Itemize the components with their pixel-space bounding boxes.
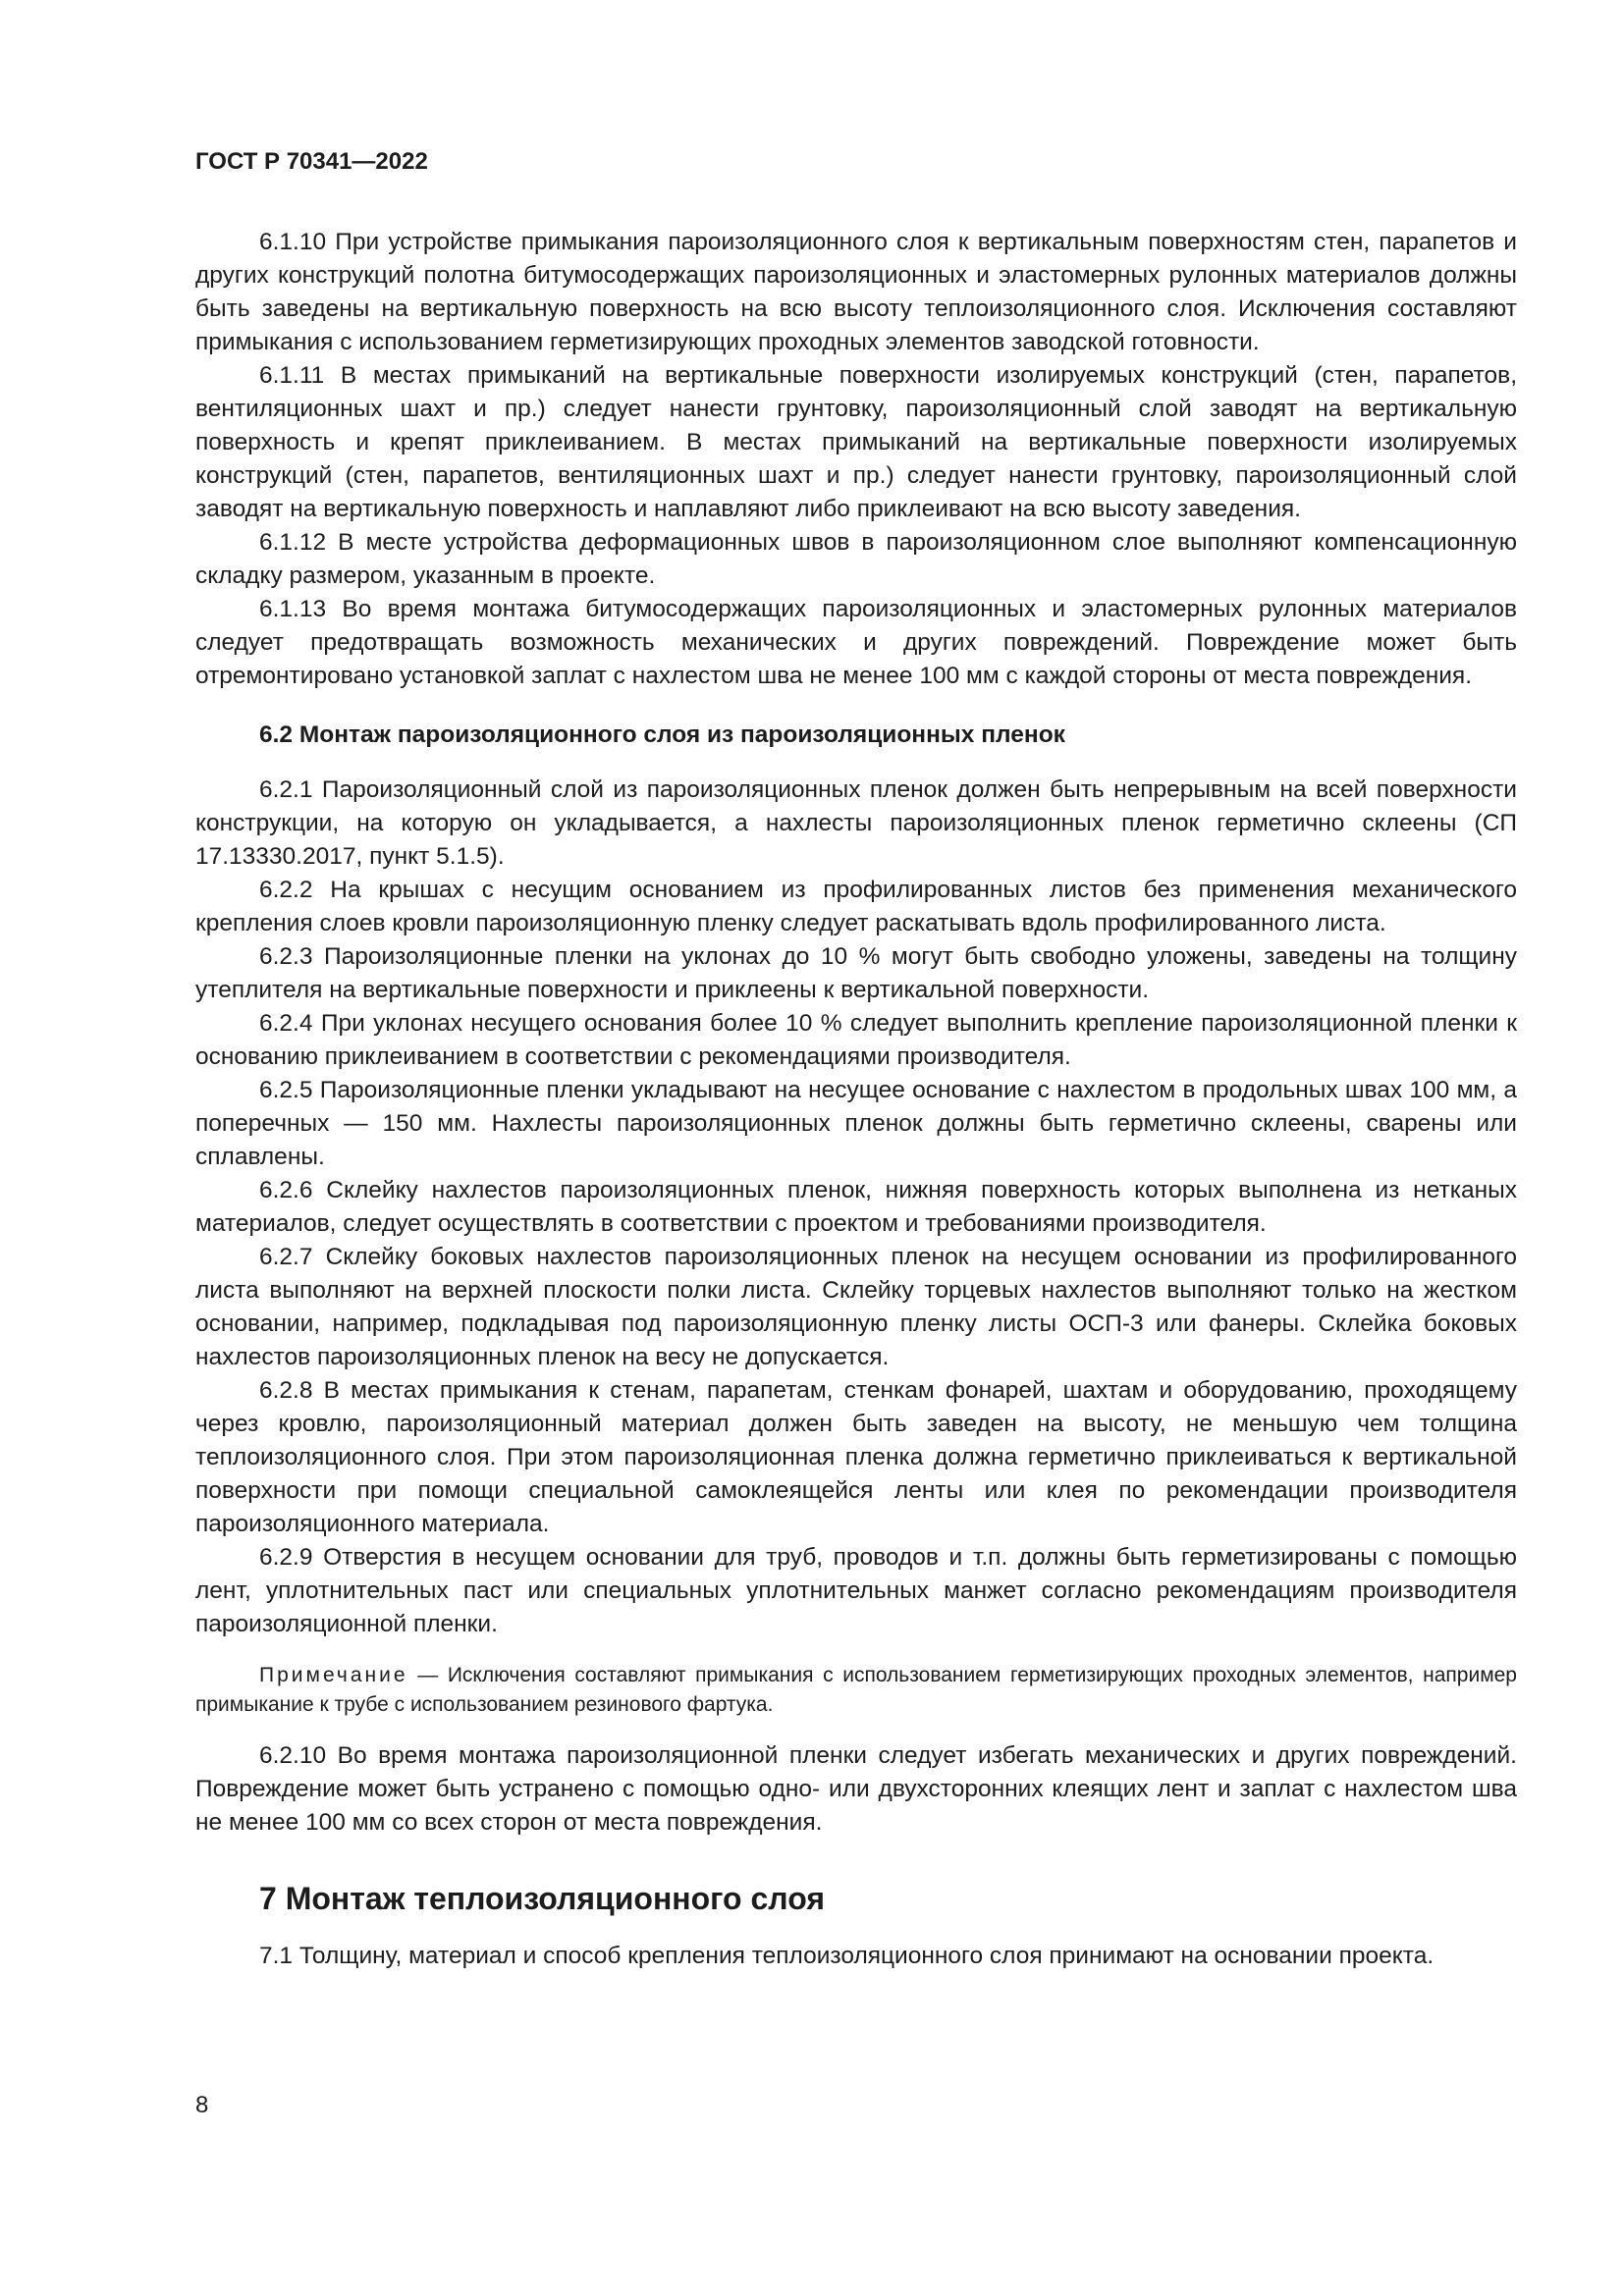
paragraph-6-2-10: 6.2.10 Во время монтажа пароизоляционной пленки следует избегать механических и других повреждений. Повреждение может быть устранено с помощью одно- или двухсторонних клеящих лент и заплат с нахлестом шва не менее 100 мм со всех сторон от места повреждения. <box>195 1742 1517 1836</box>
paragraph-6-2-5: 6.2.5 Пароизоляционные пленки укладывают на несущее основание с нахлестом в продольных швах 100 мм, а поперечных — 150 мм. Нахлесты пароизоляционных пленок должны быть герметично склеены, сварены или сплавлены. <box>195 1077 1517 1170</box>
paragraph-6-2-1: 6.2.1 Пароизоляционный слой из пароизоляционных пленок должен быть непрерывным на всей поверхности конструкции, на которую он укладывается, а нахлесты пароизоляционных пленок герметично склеены (СП 17.13330.2017, пункт 5.1.5). <box>195 776 1517 870</box>
paragraph-6-2-7: 6.2.7 Склейку боковых нахлестов пароизоляционных пленок на несущем основании из профилированного листа выполняют на верхней плоскости полки листа. Склейку торцевых нахлестов выполняют только на жестком основании, например, подкладывая под пароизоляционную пленку листы ОСП-3 или фанеры. Склейка боковых нахлестов пароизоляционных пленок на весу не допускается. <box>195 1244 1517 1370</box>
subsection-title-6-2: 6.2 Монтаж пароизоляционного слоя из пароизоляционных пленок <box>259 721 1065 748</box>
paragraph-6-2-6: 6.2.6 Склейку нахлестов пароизоляционных пленок, нижняя поверхность которых выполнена из нетканых материалов, следует осуществлять в соответствии с проектом и требованиями производителя. <box>195 1177 1517 1237</box>
section-title-7: 7 Монтаж теплоизоляционного слоя <box>259 1881 825 1916</box>
paragraph-6-2-9: 6.2.9 Отверстия в несущем основании для труб, проводов и т.п. должны быть герметизированы с помощью лент, уплотнительных паст или специальных уплотнительных манжет согласно рекомендациям производителя пароизоляционной пленки. <box>195 1544 1517 1637</box>
paragraph-6-1-11: 6.1.11 В местах примыканий на вертикальные поверхности изолируемых конструкций (стен, парапетов, вентиляционных шахт и пр.) следует нанести грунтовку, пароизоляционный слой заводят на вертикальную поверхность и крепят приклеиванием. В местах примыканий на вертикальные поверхности изолируемых конструкций (стен, парапетов, вентиляционных шахт и пр.) следует нанести грунтовку, пароизоляционный слой заводят на вертикальную поверхность и наплавляют либо приклеивают на всю высоту заведения. <box>195 362 1517 522</box>
note-label: Примечание <box>259 1664 408 1686</box>
note <box>195 1661 1517 1720</box>
paragraph-6-2-4: 6.2.4 При уклонах несущего основания более 10 % следует выполнить крепление пароизоляционной пленки к основанию приклеиванием в соответствии с рекомендациями производителя. <box>195 1010 1517 1070</box>
document-header: ГОСТ Р 70341—2022 <box>195 148 428 175</box>
note-text: — Исключения составляют примыкания с использованием герметизирующих проходных элементов, например примыкание к трубе с использованием резинового фартука. <box>195 1664 1517 1716</box>
paragraph-6-1-13: 6.1.13 Во время монтажа битумосодержащих пароизоляционных и эластомерных рулонных материалов следует предотвращать возможность механических и других повреждений. Повреждение может быть отремонтировано установкой заплат с нахлестом шва не менее 100 мм с каждой стороны от места повреждения. <box>195 596 1517 689</box>
paragraph-6-1-12: 6.1.12 В месте устройства деформационных швов в пароизоляционном слое выполняют компенсационную складку размером, указанным в проекте. <box>195 529 1517 589</box>
document-page <box>195 147 1517 1973</box>
paragraph-7-1: 7.1 Толщину, материал и способ крепления теплоизоляционного слоя принимают на основании проекта. <box>259 1943 1435 1969</box>
paragraph-6-2-8: 6.2.8 В местах примыкания к стенам, парапетам, стенкам фонарей, шахтам и оборудованию, проходящему через кровлю, пароизоляционный материал должен быть заведен на высоту, не меньшую чем толщина теплоизоляционного слоя. При этом пароизоляционная пленка должна герметично приклеиваться к вертикальной поверхности при помощи специальной самоклеящейся ленты или клея по рекомендации производителя пароизоляционного материала. <box>195 1377 1517 1537</box>
paragraph-6-1-10: 6.1.10 При устройстве примыкания пароизоляционного слоя к вертикальным поверхностям стен, парапетов и других конструкций полотна битумосодержащих пароизоляционных и эластомерных рулонных материалов должны быть заведены на вертикальную поверхность на всю высоту теплоизоляционного слоя. Исключения составляют примыкания с использованием герметизирующих проходных элементов заводской готовности. <box>195 229 1517 355</box>
page-number: 8 <box>195 2092 209 2118</box>
paragraph-6-2-2: 6.2.2 На крышах с несущим основанием из профилированных листов без применения механического крепления слоев кровли пароизоляционную пленку следует раскатывать вдоль профилированного листа. <box>195 877 1517 936</box>
paragraph-6-2-3: 6.2.3 Пароизоляционные пленки на уклонах до 10 % могут быть свободно уложены, заведены на толщину утеплителя на вертикальные поверхности и приклеены к вертикальной поверхности. <box>195 943 1517 1003</box>
